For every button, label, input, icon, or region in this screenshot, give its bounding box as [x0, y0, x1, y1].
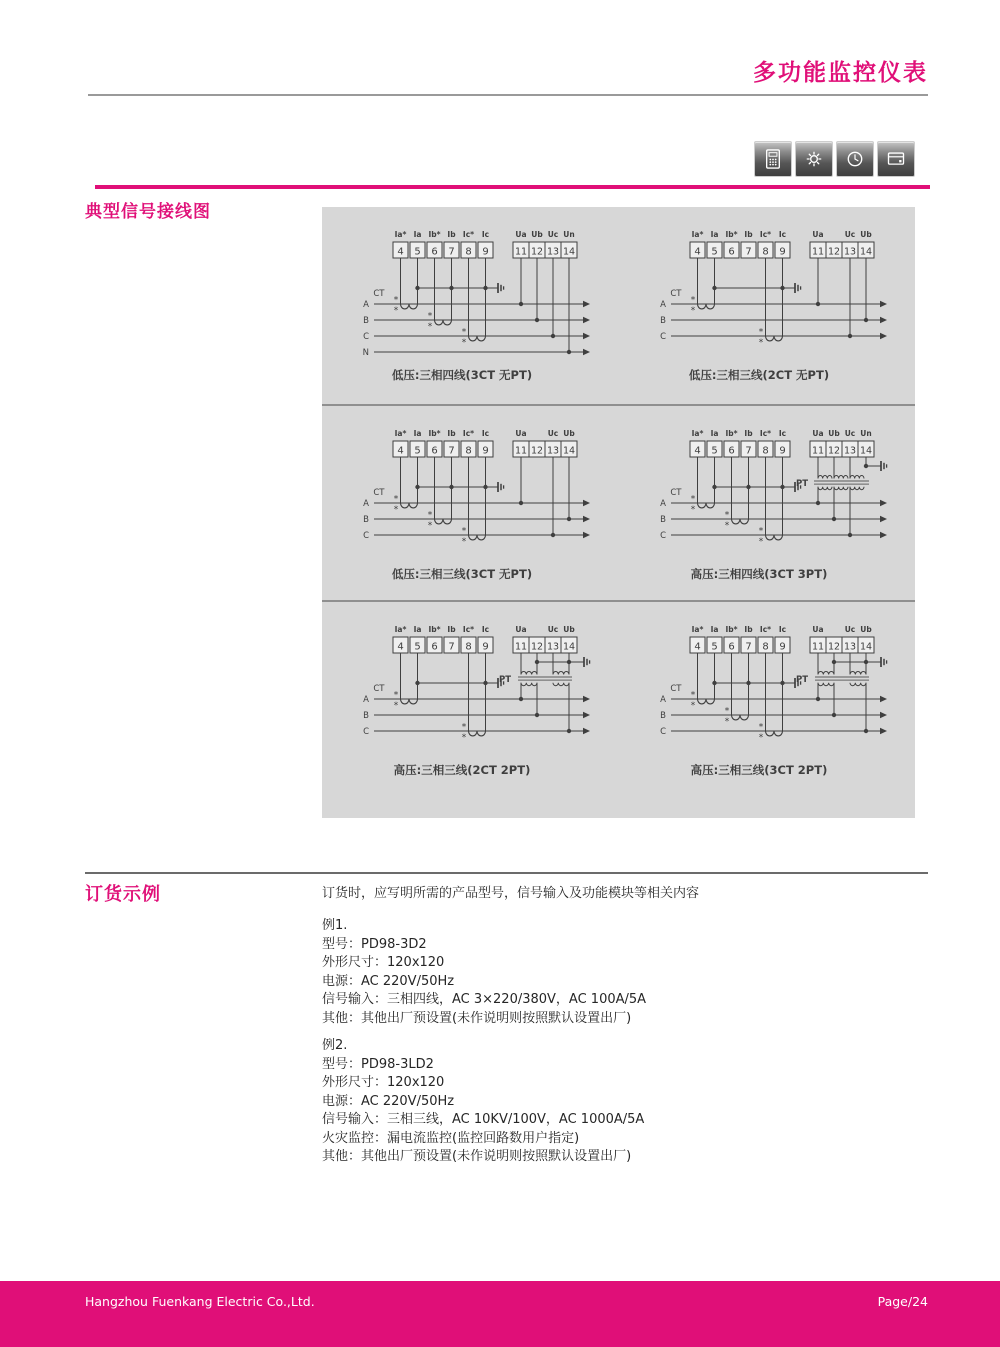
- svg-text:*: *: [758, 537, 763, 547]
- svg-text:7: 7: [448, 445, 455, 457]
- svg-text:*: *: [690, 306, 695, 316]
- svg-text:9: 9: [482, 445, 489, 457]
- svg-text:5: 5: [414, 641, 421, 653]
- svg-text:A: A: [659, 300, 666, 310]
- svg-text:6: 6: [431, 445, 438, 457]
- ordering-line: 型号：PD98-3LD2: [322, 1056, 434, 1072]
- svg-text:CT: CT: [373, 289, 385, 299]
- svg-text:Ic*: Ic*: [759, 230, 771, 239]
- svg-text:高压:三相三线(3CT 2PT): 高压:三相三线(3CT 2PT): [690, 763, 827, 777]
- ordering-line: 其他：其他出厂预设置(未作说明则按照默认设置出厂): [322, 1010, 632, 1026]
- calculator-icon: [758, 144, 788, 174]
- svg-text:5: 5: [710, 246, 718, 258]
- brightness-button[interactable]: [795, 141, 833, 177]
- svg-text:Ia*: Ia*: [691, 625, 703, 634]
- svg-text:*: *: [427, 521, 433, 531]
- svg-text:Ub: Ub: [563, 429, 575, 438]
- svg-text:Ua: Ua: [515, 625, 527, 634]
- svg-text:8: 8: [465, 641, 472, 653]
- svg-text:*: *: [461, 338, 467, 348]
- svg-text:C: C: [659, 531, 666, 541]
- svg-text:4: 4: [693, 246, 701, 258]
- svg-text:14: 14: [562, 445, 576, 457]
- svg-text:Ic: Ic: [481, 625, 490, 634]
- svg-text:13: 13: [843, 445, 856, 457]
- svg-text:*: *: [758, 722, 763, 733]
- svg-text:A: A: [659, 499, 666, 509]
- svg-text:低压:三相三线(3CT 无PT): 低压:三相三线(3CT 无PT): [391, 567, 533, 581]
- wiring-diagram: [619, 602, 916, 799]
- svg-text:CT: CT: [669, 684, 681, 694]
- svg-text:B: B: [659, 515, 666, 525]
- svg-text:CT: CT: [373, 488, 385, 498]
- ordering-line: 其他：其他出厂预设置(未作说明则按照默认设置出厂): [322, 1149, 632, 1164]
- svg-text:*: *: [724, 510, 729, 521]
- page-title: 多功能监控仪表: [753, 60, 928, 86]
- svg-text:*: *: [724, 521, 729, 531]
- svg-text:B: B: [363, 316, 369, 326]
- svg-text:*: *: [461, 722, 467, 733]
- svg-text:C: C: [363, 727, 369, 737]
- display-icon: [881, 144, 911, 174]
- svg-text:14: 14: [859, 445, 872, 457]
- svg-text:*: *: [461, 733, 467, 743]
- svg-text:12: 12: [530, 641, 544, 653]
- svg-text:B: B: [659, 316, 666, 326]
- svg-text:Ib: Ib: [447, 230, 456, 239]
- svg-text:C: C: [659, 727, 666, 737]
- svg-text:Ib*: Ib*: [428, 230, 441, 239]
- svg-text:*: *: [393, 690, 399, 701]
- svg-text:N: N: [362, 348, 369, 358]
- wiring-diagram: [619, 207, 916, 404]
- svg-text:7: 7: [448, 641, 455, 653]
- svg-text:6: 6: [431, 641, 438, 653]
- svg-text:11: 11: [811, 445, 824, 457]
- ordering-line: 电源：AC 220V/50Hz: [322, 973, 455, 989]
- svg-text:5: 5: [710, 641, 718, 653]
- svg-text:Ub: Ub: [859, 625, 872, 634]
- calculator-button[interactable]: [754, 141, 792, 177]
- svg-text:*: *: [690, 690, 695, 701]
- svg-text:*: *: [690, 701, 695, 711]
- svg-text:9: 9: [482, 641, 489, 653]
- svg-text:5: 5: [414, 445, 421, 457]
- svg-text:Uc: Uc: [844, 230, 855, 239]
- svg-text:Ia*: Ia*: [691, 429, 703, 438]
- svg-text:Ia: Ia: [710, 230, 718, 239]
- ordering-section-heading: 订货示例: [85, 884, 161, 905]
- svg-text:4: 4: [693, 445, 701, 457]
- svg-text:Ub: Ub: [531, 230, 543, 239]
- svg-text:*: *: [393, 505, 399, 515]
- svg-text:8: 8: [465, 246, 472, 258]
- svg-text:7: 7: [448, 246, 455, 258]
- svg-text:8: 8: [465, 445, 472, 457]
- svg-text:Ia: Ia: [710, 625, 718, 634]
- svg-text:高压:三相四线(3CT 3PT): 高压:三相四线(3CT 3PT): [690, 567, 827, 581]
- ordering-line: 例2.: [322, 1038, 348, 1053]
- svg-text:低压:三相四线(3CT 无PT): 低压:三相四线(3CT 无PT): [391, 368, 533, 382]
- svg-text:14: 14: [859, 246, 872, 258]
- ordering-example-2: [322, 1037, 644, 1167]
- svg-text:14: 14: [562, 246, 576, 258]
- diagram-row: [322, 600, 915, 814]
- svg-text:Ib*: Ib*: [724, 429, 738, 438]
- svg-text:*: *: [427, 322, 433, 332]
- svg-text:9: 9: [482, 246, 489, 258]
- svg-text:Ib*: Ib*: [428, 429, 441, 438]
- svg-text:12: 12: [827, 445, 840, 457]
- svg-text:Ib*: Ib*: [724, 625, 738, 634]
- wiring-diagram: [322, 602, 619, 799]
- svg-text:Ic: Ic: [778, 625, 786, 634]
- svg-text:5: 5: [414, 246, 421, 258]
- svg-text:7: 7: [744, 246, 752, 258]
- svg-text:Ua: Ua: [515, 429, 527, 438]
- svg-text:Ia*: Ia*: [394, 625, 407, 634]
- svg-text:Ub: Ub: [563, 625, 575, 634]
- svg-text:11: 11: [514, 641, 528, 653]
- svg-text:Ua: Ua: [811, 230, 824, 239]
- svg-text:Un: Un: [563, 230, 575, 239]
- svg-text:A: A: [363, 300, 369, 310]
- svg-text:Ic*: Ic*: [759, 625, 771, 634]
- svg-text:*: *: [461, 327, 467, 338]
- svg-text:*: *: [724, 717, 729, 727]
- svg-text:12: 12: [827, 246, 840, 258]
- svg-text:7: 7: [744, 445, 752, 457]
- svg-text:PT: PT: [498, 675, 511, 685]
- svg-text:13: 13: [546, 445, 560, 457]
- ordering-line: 外形尺寸：120x120: [322, 955, 445, 970]
- svg-text:C: C: [659, 332, 666, 342]
- wiring-diagram: [322, 207, 619, 404]
- svg-text:Ib: Ib: [743, 230, 753, 239]
- svg-text:Ia*: Ia*: [691, 230, 703, 239]
- svg-text:Ua: Ua: [811, 625, 824, 634]
- svg-text:*: *: [758, 338, 763, 348]
- ordering-line: 外形尺寸：120x120: [322, 1075, 445, 1090]
- section-divider-thick: [95, 185, 930, 189]
- svg-text:B: B: [363, 515, 369, 525]
- svg-text:*: *: [690, 494, 695, 505]
- svg-text:Ib*: Ib*: [724, 230, 738, 239]
- ordering-intro: 订货时，应写明所需的产品型号，信号输入及功能模块等相关内容: [322, 886, 700, 901]
- ordering-line: 型号：PD98-3D2: [322, 936, 427, 952]
- svg-text:C: C: [363, 531, 369, 541]
- svg-text:Ic: Ic: [778, 429, 786, 438]
- svg-text:C: C: [363, 332, 369, 342]
- svg-text:PT: PT: [795, 479, 808, 489]
- svg-text:5: 5: [710, 445, 718, 457]
- wiring-diagram: [322, 406, 619, 603]
- svg-text:Uc: Uc: [547, 625, 559, 634]
- wiring-section-heading: 典型信号接线图: [85, 202, 211, 222]
- svg-text:低压:三相三线(2CT 无PT): 低压:三相三线(2CT 无PT): [688, 368, 829, 382]
- wiring-diagram-panel: [322, 207, 915, 818]
- svg-text:6: 6: [431, 246, 438, 258]
- ordering-line: 信号输入：三相三线，AC 10KV/100V，AC 1000A/5A: [322, 1112, 645, 1127]
- svg-text:Uc: Uc: [844, 429, 855, 438]
- toolbar: [754, 141, 915, 177]
- svg-text:*: *: [724, 706, 729, 717]
- svg-text:14: 14: [562, 641, 576, 653]
- footer-company: Hangzhou Fuenkang Electric Co.,Ltd.: [85, 1294, 315, 1309]
- brightness-icon: [799, 144, 829, 174]
- svg-text:Ia: Ia: [413, 429, 422, 438]
- svg-text:Ia: Ia: [413, 625, 422, 634]
- svg-text:*: *: [393, 701, 399, 711]
- svg-text:9: 9: [778, 641, 786, 653]
- svg-text:14: 14: [859, 641, 872, 653]
- svg-text:9: 9: [778, 445, 786, 457]
- svg-text:12: 12: [530, 246, 544, 258]
- svg-text:Uc: Uc: [547, 429, 559, 438]
- svg-text:Uc: Uc: [844, 625, 855, 634]
- svg-text:B: B: [363, 711, 369, 721]
- svg-text:*: *: [393, 295, 399, 306]
- svg-text:*: *: [758, 733, 763, 743]
- svg-text:CT: CT: [669, 488, 681, 498]
- ordering-line: 信号输入：三相四线，AC 3×220/380V，AC 100A/5A: [322, 992, 647, 1007]
- clock-button[interactable]: [836, 141, 874, 177]
- svg-text:13: 13: [546, 246, 560, 258]
- svg-text:*: *: [758, 327, 763, 338]
- svg-text:Ic: Ic: [481, 230, 490, 239]
- svg-text:8: 8: [761, 246, 769, 258]
- svg-text:*: *: [758, 526, 763, 537]
- svg-text:6: 6: [727, 641, 735, 653]
- svg-text:Ib: Ib: [743, 429, 753, 438]
- wiring-diagram: [619, 406, 916, 603]
- svg-text:*: *: [393, 306, 399, 316]
- svg-text:4: 4: [397, 641, 404, 653]
- svg-text:A: A: [363, 499, 369, 509]
- svg-text:高压:三相三线(2CT 2PT): 高压:三相三线(2CT 2PT): [393, 763, 531, 777]
- svg-text:7: 7: [744, 641, 752, 653]
- svg-text:Ia: Ia: [710, 429, 718, 438]
- svg-text:9: 9: [778, 246, 786, 258]
- svg-text:Ua: Ua: [811, 429, 824, 438]
- svg-text:11: 11: [514, 246, 528, 258]
- svg-text:13: 13: [546, 641, 560, 653]
- svg-text:Ia: Ia: [413, 230, 422, 239]
- svg-text:Ib: Ib: [447, 625, 456, 634]
- svg-text:Ic: Ic: [481, 429, 490, 438]
- svg-text:6: 6: [727, 246, 735, 258]
- display-button[interactable]: [877, 141, 915, 177]
- svg-text:A: A: [363, 695, 369, 705]
- svg-text:*: *: [427, 311, 433, 322]
- diagram-row: [322, 404, 915, 600]
- svg-text:Ic*: Ic*: [462, 429, 475, 438]
- svg-text:Ia*: Ia*: [394, 429, 407, 438]
- svg-text:6: 6: [727, 445, 735, 457]
- svg-text:*: *: [393, 494, 399, 505]
- svg-text:CT: CT: [669, 289, 681, 299]
- svg-text:4: 4: [397, 246, 404, 258]
- svg-text:Ub: Ub: [859, 230, 872, 239]
- svg-text:*: *: [690, 505, 695, 515]
- svg-text:*: *: [690, 295, 695, 306]
- svg-text:B: B: [659, 711, 666, 721]
- ordering-line: 火灾监控：漏电流监控(监控回路数用户指定): [322, 1130, 580, 1146]
- svg-text:Ua: Ua: [515, 230, 527, 239]
- svg-text:Ic: Ic: [778, 230, 786, 239]
- svg-text:13: 13: [843, 641, 856, 653]
- page-footer: [0, 1281, 1000, 1347]
- svg-text:CT: CT: [373, 684, 385, 694]
- svg-text:Ic*: Ic*: [462, 230, 475, 239]
- svg-text:11: 11: [514, 445, 528, 457]
- svg-text:13: 13: [843, 246, 856, 258]
- svg-text:PT: PT: [795, 675, 808, 685]
- svg-text:Ic*: Ic*: [462, 625, 475, 634]
- svg-text:Ub: Ub: [827, 429, 840, 438]
- svg-text:12: 12: [530, 445, 544, 457]
- svg-text:8: 8: [761, 641, 769, 653]
- ordering-divider: [85, 872, 928, 874]
- ordering-line: 例1.: [322, 918, 348, 933]
- svg-text:*: *: [427, 510, 433, 521]
- svg-text:11: 11: [811, 246, 824, 258]
- svg-text:4: 4: [397, 445, 404, 457]
- footer-page-number: Page/24: [877, 1294, 928, 1309]
- svg-text:Uc: Uc: [547, 230, 559, 239]
- svg-text:11: 11: [811, 641, 824, 653]
- ordering-line: 电源：AC 220V/50Hz: [322, 1093, 455, 1109]
- svg-text:12: 12: [827, 641, 840, 653]
- svg-text:*: *: [461, 526, 467, 537]
- diagram-row: [322, 207, 915, 404]
- svg-text:Ic*: Ic*: [759, 429, 771, 438]
- svg-text:4: 4: [693, 641, 701, 653]
- title-divider: [88, 94, 928, 96]
- svg-text:Ia*: Ia*: [394, 230, 407, 239]
- svg-text:8: 8: [761, 445, 769, 457]
- clock-icon: [840, 144, 870, 174]
- svg-text:Ib*: Ib*: [428, 625, 441, 634]
- svg-text:Ib: Ib: [447, 429, 456, 438]
- svg-text:Un: Un: [859, 429, 872, 438]
- ordering-example-1: [322, 917, 646, 1028]
- svg-text:A: A: [659, 695, 666, 705]
- svg-text:Ib: Ib: [743, 625, 753, 634]
- svg-text:*: *: [461, 537, 467, 547]
